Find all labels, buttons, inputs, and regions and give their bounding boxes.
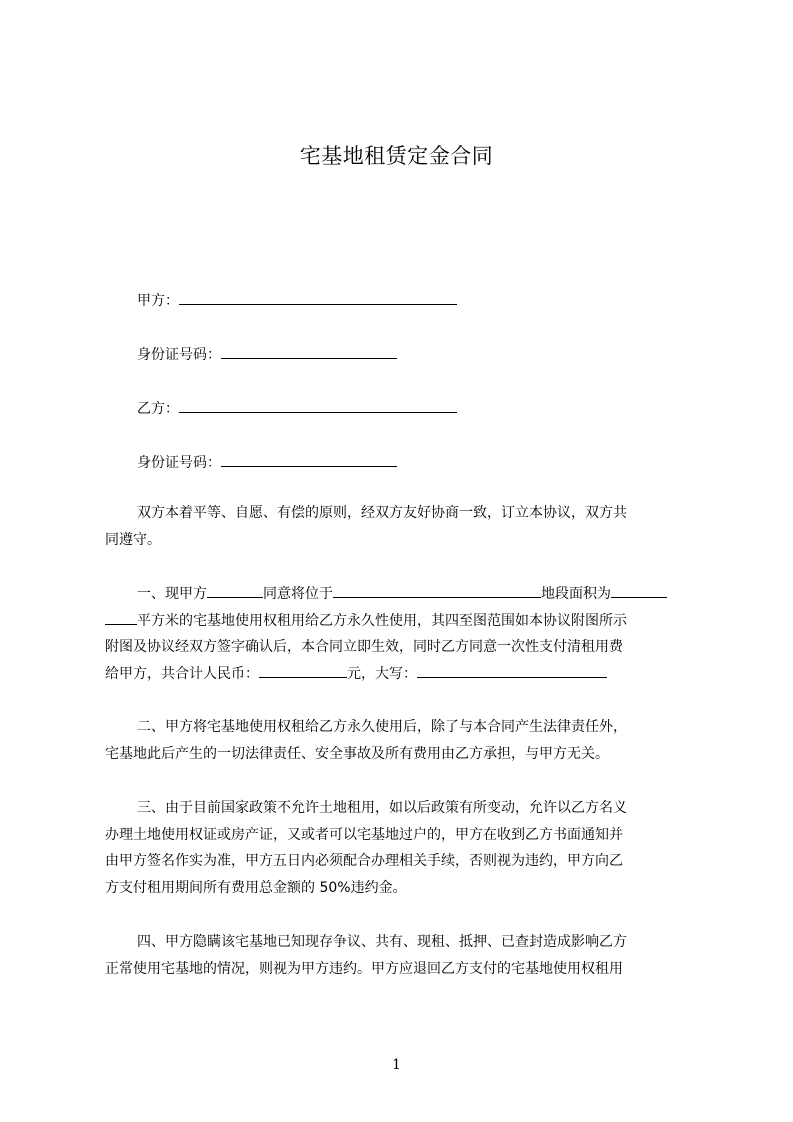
clause-1-line-4-seg-2: 元，大写： bbox=[347, 665, 417, 682]
clause-1-seg-2: 同意将位于 bbox=[263, 586, 333, 602]
document-title: 宅基地租赁定金合同 bbox=[299, 144, 494, 168]
clause-3-line-1: 三、由于目前国家政策不允许土地租用，如以后政策有所变动，允许以乙方名义 bbox=[137, 800, 627, 816]
party-b-id-blank bbox=[221, 452, 397, 467]
clause-1-seg-1: 一、现甲方 bbox=[137, 586, 207, 602]
clause-3-paragraph bbox=[105, 795, 705, 901]
clause-4-line-1: 四、甲方隐瞒该宅基地已知现存争议、共有、现租、抵押、已查封造成影响乙方 bbox=[137, 934, 627, 950]
clause-1-paragraph bbox=[105, 581, 705, 687]
clause-1-line-2 bbox=[105, 608, 705, 635]
location-blank bbox=[333, 583, 541, 598]
party-b-field bbox=[137, 398, 457, 419]
party-a-id-field bbox=[137, 344, 397, 365]
party-b-label: 乙方： bbox=[137, 401, 179, 417]
party-a-blank bbox=[179, 290, 457, 305]
party-b-blank bbox=[179, 398, 457, 413]
clause-1-line-3: 附图及协议经双方签字确认后，本合同立即生效，同时乙方同意一次性支付清租用费 bbox=[105, 639, 623, 655]
clause-3-line-4: 方支付租用期间所有费用总金额的 50%违约金。 bbox=[105, 879, 407, 896]
clause-1-line-2-text: 平方米的宅基地使用权租用给乙方永久性使用，其四至图范围如本协议附图所示 bbox=[137, 612, 627, 629]
amount-words-blank bbox=[417, 663, 607, 678]
party-a-label: 甲方： bbox=[137, 293, 179, 309]
clause-4-paragraph bbox=[105, 929, 705, 982]
party-a-field bbox=[137, 290, 457, 311]
party-a-id-blank bbox=[221, 344, 397, 359]
intro-line-2: 同遵守。 bbox=[105, 531, 161, 548]
clause-1-line-4 bbox=[105, 661, 705, 688]
lessor-name-blank bbox=[207, 583, 263, 598]
party-b-id-label: 身份证号码： bbox=[137, 455, 221, 471]
intro-line-1: 双方本着平等、自愿、有偿的原则，经双方友好协商一致，订立本协议，双方共 bbox=[137, 505, 627, 521]
clause-1-seg-3: 地段面积为 bbox=[541, 586, 611, 602]
clause-1-line-1 bbox=[105, 581, 705, 608]
clause-2-line-1: 二、甲方将宅基地使用权租给乙方永久使用后，除了与本合同产生法律责任外， bbox=[137, 719, 627, 735]
clause-4-line-2: 正常使用宅基地的情况，则视为甲方违约。甲方应退回乙方支付的宅基地使用权租用 bbox=[105, 960, 623, 977]
clause-2-paragraph bbox=[105, 714, 705, 767]
clause-3-line-2: 办理土地使用权证或房产证，又或者可以宅基地过户的，甲方在收到乙方书面通知并 bbox=[105, 826, 623, 843]
page-number: 1 bbox=[392, 1057, 401, 1073]
clause-3-line-3: 由甲方签名作实为准，甲方五日内必须配合办理相关手续，否则视为违约，甲方向乙 bbox=[105, 853, 623, 869]
clause-2-line-2: 宅基地此后产生的一切法律责任、安全事故及所有费用由乙方承担，与甲方无关。 bbox=[105, 745, 609, 762]
party-a-id-label: 身份证号码： bbox=[137, 347, 221, 363]
amount-blank bbox=[259, 663, 347, 678]
area-blank-2 bbox=[105, 610, 137, 625]
area-blank-1 bbox=[611, 583, 667, 598]
party-b-id-field bbox=[137, 452, 397, 473]
clause-1-line-4-seg-1: 给甲方，共合计人民币： bbox=[105, 665, 259, 682]
intro-paragraph bbox=[105, 500, 705, 553]
